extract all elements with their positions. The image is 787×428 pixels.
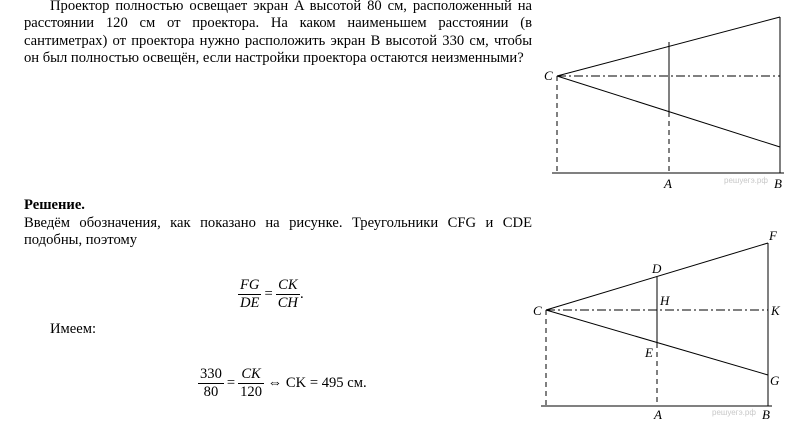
label-c: C bbox=[533, 303, 542, 318]
fraction-numerator: 330 bbox=[200, 366, 222, 382]
label-a: A bbox=[654, 407, 662, 422]
label-c: C bbox=[544, 68, 553, 83]
label-b: B bbox=[774, 176, 782, 191]
label-d: D bbox=[652, 261, 662, 276]
label-b: B bbox=[762, 407, 770, 422]
fraction-denominator: DE bbox=[240, 295, 260, 311]
fraction-denominator: 120 bbox=[240, 384, 263, 400]
watermark: решуегэ.рф bbox=[724, 176, 768, 185]
solution-intro: Введём обозначения, как показано на рисунке. Треугольники CFG и CDE подобны, поэтому bbox=[24, 215, 532, 249]
label-h: H bbox=[660, 293, 670, 308]
fraction-denominator: CH bbox=[277, 295, 298, 311]
formula-period: . bbox=[299, 285, 304, 302]
fraction-numerator: CK bbox=[238, 366, 264, 384]
imeem-label: Имеем: bbox=[50, 321, 97, 337]
fraction-denominator: 80 bbox=[203, 384, 219, 400]
solution-title: Решение. bbox=[24, 197, 85, 213]
label-a: A bbox=[664, 176, 672, 191]
equals-sign: = bbox=[226, 375, 236, 391]
fraction-numerator: CK bbox=[276, 277, 300, 295]
label-k: K bbox=[771, 303, 780, 318]
label-e: E bbox=[645, 345, 653, 360]
formula-result: ⇔ CK = 495 см. bbox=[267, 375, 367, 391]
problem-statement: Проектор полностью освещает экран A высотой 80 см, расположенный на расстоянии 120 см от проектора. На каком наименьшем расстоянии (в сантиметрах) от проектора нужно расположить экран B высотой 330 см, чтобы он был полностью освещён, если настройки проектора остаются неизменными? bbox=[24, 0, 532, 67]
equals-sign: = bbox=[264, 286, 273, 302]
fraction-numerator: FG bbox=[240, 277, 260, 293]
watermark: решуегэ.рф bbox=[712, 408, 756, 417]
figure-1 bbox=[552, 17, 784, 173]
label-f: F bbox=[769, 228, 777, 243]
label-g: G bbox=[770, 373, 780, 388]
